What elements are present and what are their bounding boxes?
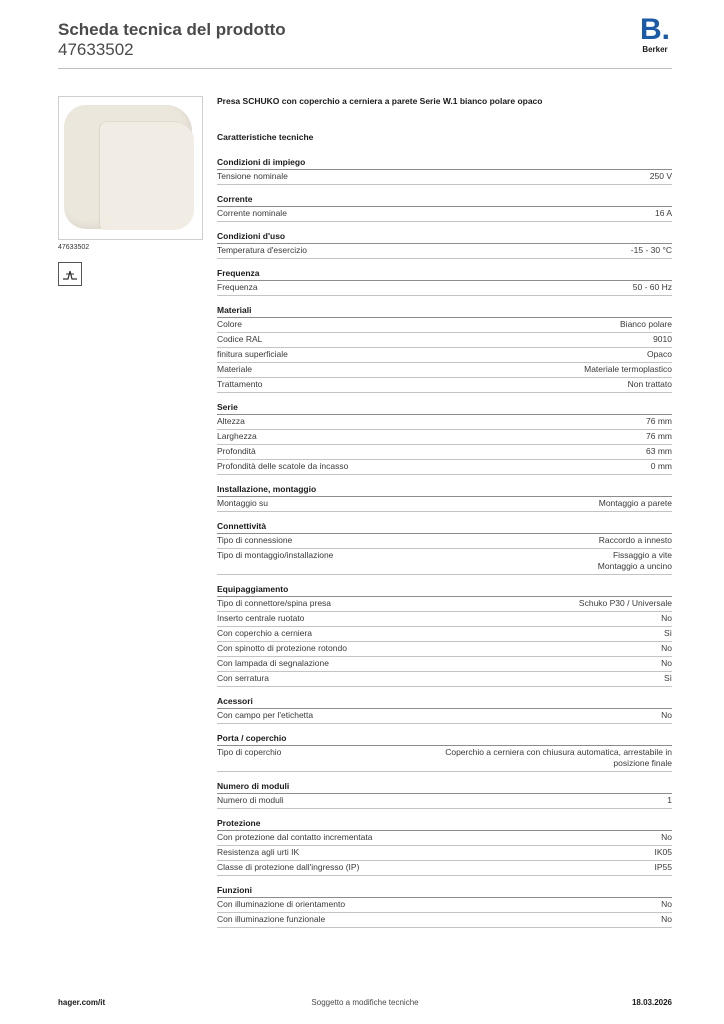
spec-label: Colore (217, 319, 243, 329)
spec-label: Numero di moduli (217, 795, 284, 805)
spec-section (217, 696, 672, 724)
spec-row (217, 430, 672, 445)
spec-sections (217, 157, 672, 928)
spec-value: Montaggio a parete (598, 498, 672, 508)
spec-section (217, 194, 672, 222)
spec-label: Resistenza agli urti IK (217, 847, 300, 857)
spec-row (217, 672, 672, 687)
section-heading: Funzioni (217, 885, 672, 898)
spec-row (217, 627, 672, 642)
spec-section (217, 885, 672, 928)
spec-value: -15 - 30 °C (630, 245, 672, 255)
spec-section (217, 268, 672, 296)
logo-text: Berker (642, 45, 668, 54)
spec-value: No (661, 710, 672, 720)
section-heading: Condizioni di impiego (217, 157, 672, 170)
spec-row (217, 746, 672, 772)
spec-value: Sì (663, 673, 672, 683)
product-number: 47633502 (58, 40, 134, 59)
spec-value: Schuko P30 / Universale (578, 598, 672, 608)
spec-section (217, 584, 672, 687)
installation-symbol-icon (58, 262, 82, 286)
spec-label: Larghezza (217, 431, 257, 441)
spec-value: Sì (663, 628, 672, 638)
spec-section (217, 484, 672, 512)
section-heading: Serie (217, 402, 672, 415)
spec-value: No (661, 832, 672, 842)
spec-section (217, 818, 672, 876)
spec-label: Profondità (217, 446, 256, 456)
section-heading: Condizioni d'uso (217, 231, 672, 244)
spec-row (217, 497, 672, 512)
spec-row (217, 913, 672, 928)
spec-value: Opaco (646, 349, 672, 359)
spec-row (217, 460, 672, 475)
section-heading: Frequenza (217, 268, 672, 281)
spec-section (217, 305, 672, 393)
spec-section (217, 157, 672, 185)
spec-row (217, 657, 672, 672)
section-heading: Materiali (217, 305, 672, 318)
spec-label: Materiale (217, 364, 252, 374)
spec-value: No (661, 658, 672, 668)
spec-value: 16 A (654, 208, 672, 218)
spec-label: Montaggio su (217, 498, 269, 508)
spec-value: 250 V (649, 171, 672, 181)
spec-value: 50 - 60 Hz (632, 282, 672, 292)
spec-row (217, 534, 672, 549)
spec-row (217, 207, 672, 222)
spec-value: 76 mm (646, 431, 672, 441)
spec-value: No (661, 899, 672, 909)
spec-value: No (661, 613, 672, 623)
spec-row (217, 348, 672, 363)
spec-label: Con spinotto di protezione rotondo (217, 643, 347, 653)
spec-row (217, 415, 672, 430)
section-heading: Corrente (217, 194, 672, 207)
spec-label: Trattamento (217, 379, 263, 389)
spec-value: IK05 (654, 847, 672, 857)
spec-row (217, 597, 672, 612)
product-description: Presa SCHUKO con coperchio a cerniera a parete Serie W.1 bianco polare opaco (217, 96, 543, 106)
spec-row (217, 363, 672, 378)
spec-label: Frequenza (217, 282, 258, 292)
spec-section (217, 402, 672, 475)
section-heading: Connettività (217, 521, 672, 534)
spec-row (217, 846, 672, 861)
spec-value: Raccordo a innesto (598, 535, 672, 545)
spec-label: Profondità delle scatole da incasso (217, 461, 349, 471)
page-title: Scheda tecnica del prodotto (58, 20, 286, 39)
spec-row (217, 333, 672, 348)
logo-mark: B. (640, 13, 670, 46)
spec-row (217, 281, 672, 296)
spec-label: Altezza (217, 416, 245, 426)
spec-row (217, 244, 672, 259)
product-image (58, 96, 203, 240)
spec-value: Coperchio a cerniera con chiusura automatica, arrestabile in posizione finale (445, 747, 672, 768)
spec-content (217, 96, 672, 937)
spec-value: Fissaggio a vite Montaggio a uncino (597, 550, 672, 571)
spec-value: No (661, 914, 672, 924)
spec-value: Non trattato (627, 379, 672, 389)
spec-label: Tipo di connessione (217, 535, 293, 545)
tech-title: Caratteristiche tecniche (217, 132, 314, 142)
spec-label: Temperatura d'esercizio (217, 245, 307, 255)
berker-logo (638, 13, 672, 54)
section-heading: Equipaggiamento (217, 584, 672, 597)
spec-row (217, 170, 672, 185)
spec-label: Codice RAL (217, 334, 263, 344)
spec-row (217, 612, 672, 627)
spec-value: 0 mm (650, 461, 672, 471)
section-heading: Protezione (217, 818, 672, 831)
spec-label: Con illuminazione di orientamento (217, 899, 346, 909)
spec-section (217, 781, 672, 809)
spec-row (217, 794, 672, 809)
spec-value: Materiale termoplastico (584, 364, 672, 374)
spec-row (217, 445, 672, 460)
spec-label: Tipo di coperchio (217, 747, 282, 757)
spec-label: finitura superficiale (217, 349, 288, 359)
spec-label: Tensione nominale (217, 171, 288, 181)
spec-label: Con serratura (217, 673, 269, 683)
spec-label: Tipo di connettore/spina presa (217, 598, 332, 608)
spec-label: Inserto centrale ruotato (217, 613, 305, 623)
spec-section (217, 733, 672, 772)
spec-row (217, 709, 672, 724)
section-heading: Installazione, montaggio (217, 484, 672, 497)
image-caption: 47633502 (58, 244, 90, 251)
spec-value: No (661, 643, 672, 653)
header-divider (58, 68, 672, 69)
section-heading: Porta / coperchio (217, 733, 672, 746)
spec-value: IP55 (654, 862, 672, 872)
footer-notice: Soggetto a modifiche tecniche (311, 998, 419, 1007)
spec-value: 1 (667, 795, 672, 805)
spec-row (217, 831, 672, 846)
spec-label: Con campo per l'etichetta (217, 710, 314, 720)
spec-row (217, 642, 672, 657)
spec-section (217, 231, 672, 259)
spec-value: 9010 (653, 334, 672, 344)
section-heading: Numero di moduli (217, 781, 672, 794)
spec-row (217, 549, 672, 575)
footer-date: 18.03.2026 (631, 998, 672, 1007)
spec-label: Classe di protezione dall'ingresso (IP) (217, 862, 360, 872)
page-header (58, 20, 286, 60)
spec-row (217, 898, 672, 913)
spec-row (217, 318, 672, 333)
spec-label: Con illuminazione funzionale (217, 914, 326, 924)
footer-website[interactable]: hager.com/it (58, 998, 106, 1007)
section-heading: Acessori (217, 696, 672, 709)
spec-section (217, 521, 672, 575)
socket-lid (99, 121, 194, 230)
spec-row (217, 378, 672, 393)
spec-label: Tipo di montaggio/installazione (217, 550, 334, 560)
spec-value: Bianco polare (620, 319, 672, 329)
spec-label: Con protezione dal contatto incrementata (217, 832, 373, 842)
spec-value: 63 mm (646, 446, 672, 456)
spec-label: Con coperchio a cerniera (217, 628, 312, 638)
spec-row (217, 861, 672, 876)
spec-label: Con lampada di segnalazione (217, 658, 329, 668)
spec-value: 76 mm (646, 416, 672, 426)
spec-label: Corrente nominale (217, 208, 287, 218)
